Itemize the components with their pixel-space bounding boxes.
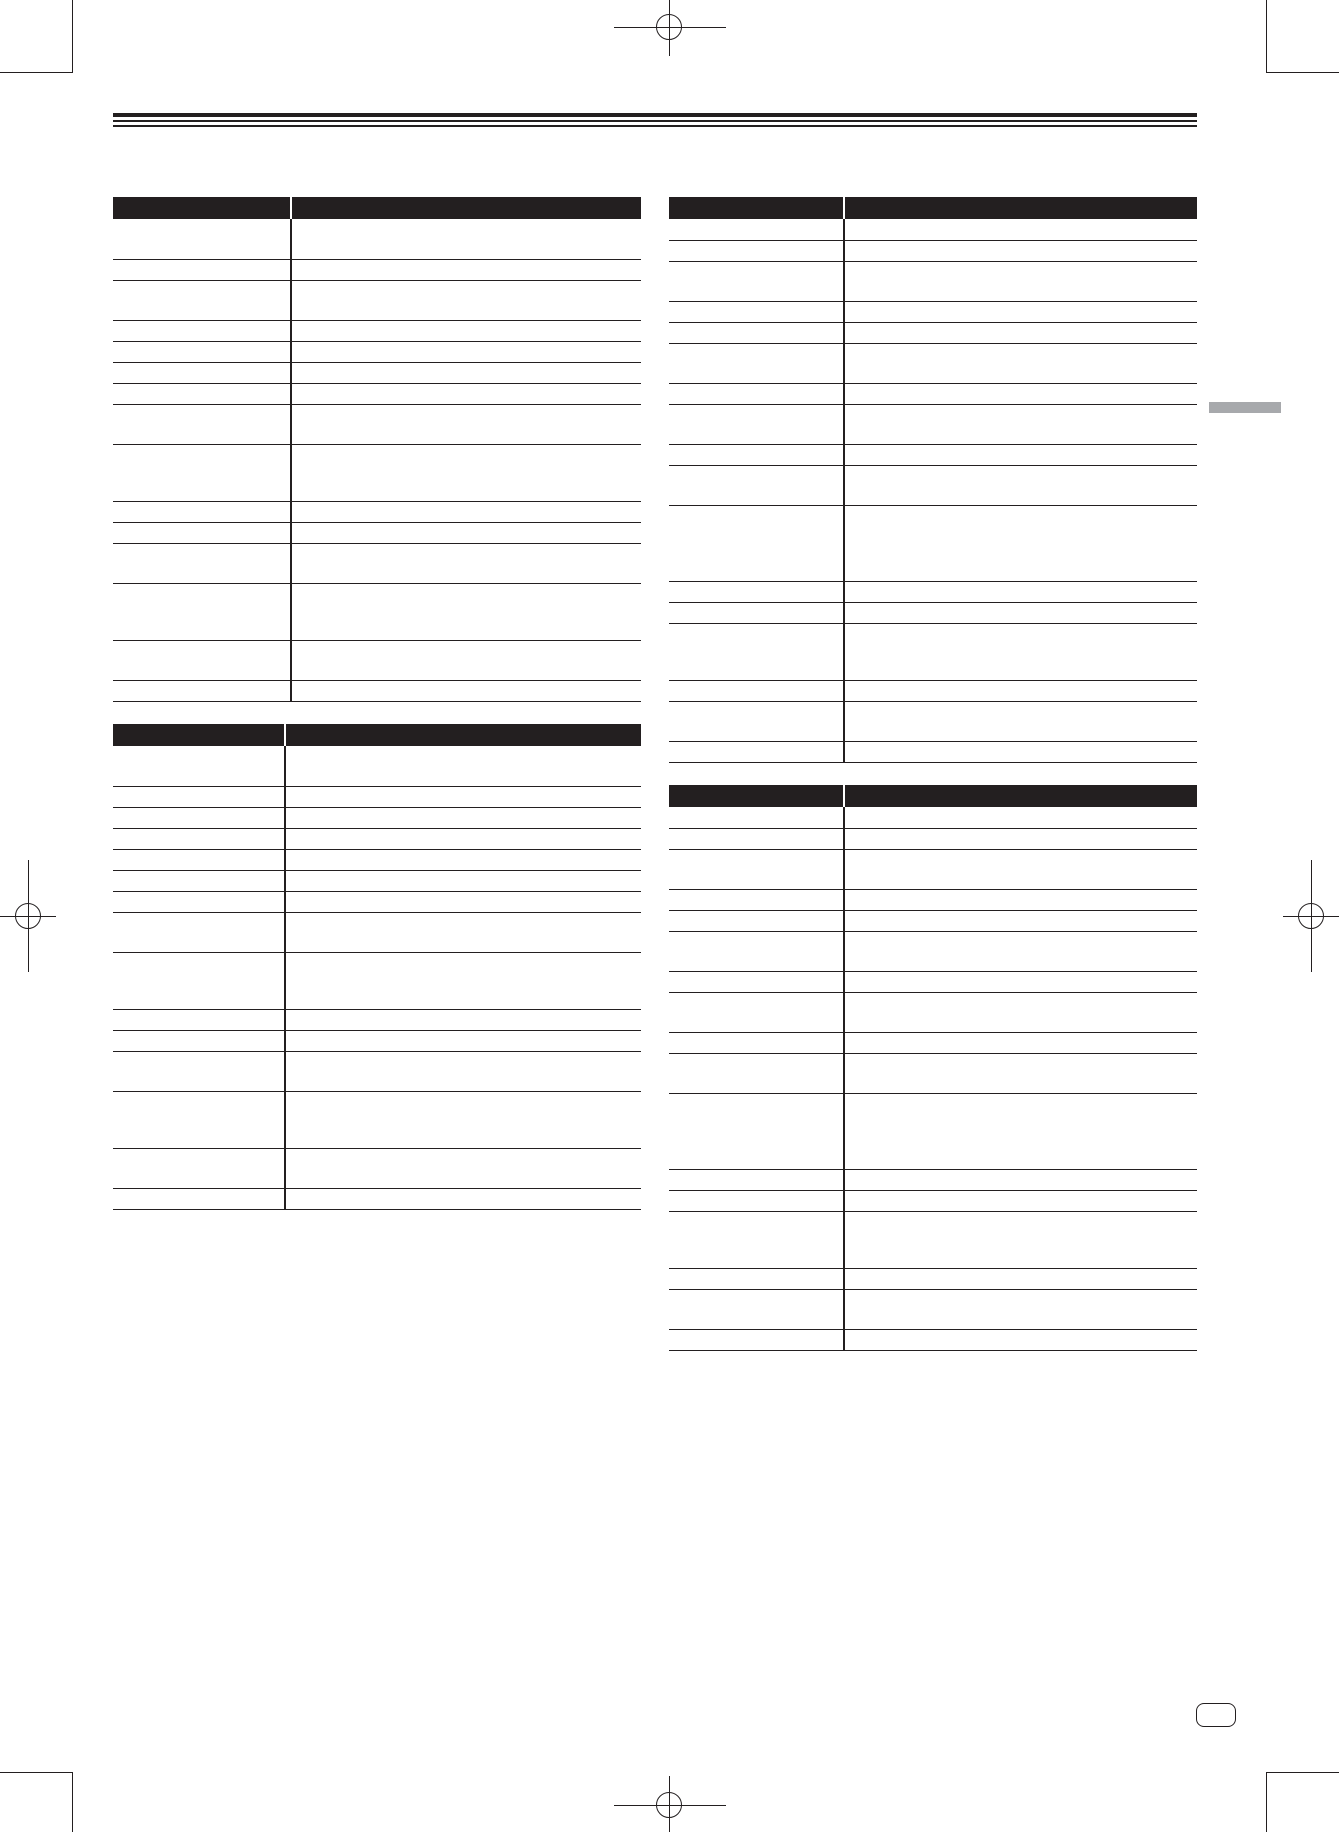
table-row bbox=[669, 623, 1197, 680]
table-cell-key bbox=[669, 931, 844, 971]
table-cell-key bbox=[669, 1329, 844, 1350]
table-row bbox=[669, 910, 1197, 931]
table-cell-value bbox=[844, 680, 1197, 701]
table-cell-value bbox=[844, 602, 1197, 623]
table-cell-key bbox=[669, 680, 844, 701]
table-cell-key bbox=[669, 1053, 844, 1093]
table-cell-value bbox=[844, 889, 1197, 910]
table-row bbox=[113, 320, 641, 341]
table-row bbox=[113, 912, 641, 952]
table-cell-value bbox=[291, 640, 641, 680]
table-cell-value bbox=[285, 1188, 641, 1209]
table-cell-value bbox=[291, 543, 641, 583]
table-cell-key bbox=[669, 910, 844, 931]
table-row bbox=[669, 465, 1197, 505]
table-cell-key bbox=[669, 741, 844, 762]
table-cell-value bbox=[844, 261, 1197, 301]
table-cell-key bbox=[113, 1009, 285, 1030]
table-cell-key bbox=[113, 280, 291, 320]
table-cell-value bbox=[844, 465, 1197, 505]
table-cell-value bbox=[844, 322, 1197, 343]
table-cell-value bbox=[291, 280, 641, 320]
table-cell-value bbox=[844, 301, 1197, 322]
table-cell-value bbox=[844, 1268, 1197, 1289]
table-row bbox=[669, 1211, 1197, 1268]
table-cell-key bbox=[669, 240, 844, 261]
table-cell-value bbox=[291, 320, 641, 341]
table-header-cell bbox=[844, 785, 1197, 807]
table-cell-key bbox=[113, 522, 291, 543]
spec-table-top-right bbox=[669, 197, 1197, 763]
table-row bbox=[113, 362, 641, 383]
table-row bbox=[669, 889, 1197, 910]
table-header-cell bbox=[291, 197, 641, 219]
table-row bbox=[113, 870, 641, 891]
table-row bbox=[113, 891, 641, 912]
table-cell-value bbox=[285, 746, 641, 786]
table-row bbox=[669, 992, 1197, 1032]
table-row bbox=[113, 746, 641, 786]
spec-table-bottom-right bbox=[669, 785, 1197, 1351]
table-row bbox=[113, 786, 641, 807]
table-row bbox=[113, 849, 641, 870]
table-cell-value bbox=[285, 912, 641, 952]
table-cell-value bbox=[844, 931, 1197, 971]
table-cell-key bbox=[113, 680, 291, 701]
table-row bbox=[669, 261, 1197, 301]
table-row bbox=[113, 1030, 641, 1051]
table-row bbox=[669, 971, 1197, 992]
table-cell-value bbox=[844, 971, 1197, 992]
table-cell-value bbox=[291, 362, 641, 383]
table-cell-key bbox=[113, 583, 291, 640]
table-cell-value bbox=[844, 240, 1197, 261]
spec-table-bottom-left bbox=[113, 724, 641, 1210]
table-cell-value bbox=[285, 828, 641, 849]
table-row bbox=[113, 1148, 641, 1188]
table-cell-key bbox=[669, 465, 844, 505]
table-cell-key bbox=[113, 362, 291, 383]
table-cell-key bbox=[113, 501, 291, 522]
table-cell-key bbox=[669, 1211, 844, 1268]
table-cell-key bbox=[669, 301, 844, 322]
table-row bbox=[113, 680, 641, 701]
table-cell-key bbox=[669, 1093, 844, 1169]
table-cell-key bbox=[113, 383, 291, 404]
table-cell-key bbox=[113, 1148, 285, 1188]
table-cell-value bbox=[285, 952, 641, 1009]
table-cell-key bbox=[669, 404, 844, 444]
table-row bbox=[113, 404, 641, 444]
table-row bbox=[113, 259, 641, 280]
table-cell-value bbox=[844, 505, 1197, 581]
table-row bbox=[669, 322, 1197, 343]
table-cell-key bbox=[669, 444, 844, 465]
table-row bbox=[669, 581, 1197, 602]
table-row bbox=[113, 444, 641, 501]
table-cell-value bbox=[844, 444, 1197, 465]
table-row bbox=[669, 1053, 1197, 1093]
table-cell-key bbox=[113, 1091, 285, 1148]
table-cell-key bbox=[113, 1051, 285, 1091]
table-cell-key bbox=[113, 891, 285, 912]
table-cell-key bbox=[669, 1032, 844, 1053]
table-cell-value bbox=[844, 741, 1197, 762]
table-row bbox=[669, 849, 1197, 889]
table-cell-key bbox=[113, 1188, 285, 1209]
table-cell-key bbox=[669, 623, 844, 680]
table-cell-value bbox=[844, 828, 1197, 849]
table-cell-value bbox=[844, 1190, 1197, 1211]
table-row bbox=[669, 444, 1197, 465]
table-row bbox=[669, 680, 1197, 701]
table-row bbox=[669, 240, 1197, 261]
table-row bbox=[113, 280, 641, 320]
table-row bbox=[669, 701, 1197, 741]
table-cell-value bbox=[844, 1289, 1197, 1329]
table-cell-key bbox=[113, 786, 285, 807]
table-header-cell bbox=[285, 724, 641, 746]
table-cell-value bbox=[285, 891, 641, 912]
table-cell-value bbox=[844, 581, 1197, 602]
table-cell-value bbox=[285, 807, 641, 828]
table-row bbox=[113, 952, 641, 1009]
table-cell-key bbox=[669, 807, 844, 828]
table-row bbox=[113, 543, 641, 583]
table-cell-value bbox=[285, 1030, 641, 1051]
table-cell-value bbox=[285, 786, 641, 807]
title-rules bbox=[113, 113, 1197, 127]
spec-table-top-left bbox=[113, 197, 641, 702]
table-cell-key bbox=[113, 444, 291, 501]
table-cell-key bbox=[669, 828, 844, 849]
table-row bbox=[669, 1289, 1197, 1329]
table-cell-key bbox=[669, 1169, 844, 1190]
table-row bbox=[669, 383, 1197, 404]
table-cell-value bbox=[285, 1009, 641, 1030]
table-row bbox=[669, 301, 1197, 322]
table-cell-key bbox=[669, 971, 844, 992]
table-cell-value bbox=[844, 849, 1197, 889]
table-cell-value bbox=[844, 1032, 1197, 1053]
table-cell-value bbox=[285, 849, 641, 870]
table-cell-value bbox=[844, 383, 1197, 404]
table-cell-key bbox=[113, 912, 285, 952]
table-cell-value bbox=[844, 1211, 1197, 1268]
table-row bbox=[113, 828, 641, 849]
table-row bbox=[113, 583, 641, 640]
table-cell-value bbox=[285, 1148, 641, 1188]
table-cell-key bbox=[113, 543, 291, 583]
table-cell-key bbox=[669, 581, 844, 602]
table-header-cell bbox=[113, 197, 291, 219]
table-cell-value bbox=[844, 992, 1197, 1032]
table-cell-key bbox=[669, 1190, 844, 1211]
table-cell-key bbox=[113, 746, 285, 786]
table-cell-key bbox=[669, 219, 844, 240]
table-cell-key bbox=[113, 849, 285, 870]
table-cell-value bbox=[844, 701, 1197, 741]
table-cell-value bbox=[285, 870, 641, 891]
table-cell-value bbox=[291, 383, 641, 404]
table-row bbox=[113, 219, 641, 259]
table-row bbox=[113, 1091, 641, 1148]
table-cell-key bbox=[113, 320, 291, 341]
table-header-cell bbox=[844, 197, 1197, 219]
table-row bbox=[113, 807, 641, 828]
table-row bbox=[669, 828, 1197, 849]
table-row bbox=[669, 1329, 1197, 1350]
table-row bbox=[669, 807, 1197, 828]
table-cell-value bbox=[291, 219, 641, 259]
page-number-badge bbox=[1196, 1703, 1236, 1727]
table-row bbox=[669, 741, 1197, 762]
table-cell-value bbox=[844, 1329, 1197, 1350]
table-row bbox=[669, 1169, 1197, 1190]
table-cell-key bbox=[113, 219, 291, 259]
table-cell-value bbox=[291, 444, 641, 501]
table-cell-value bbox=[844, 807, 1197, 828]
table-cell-value bbox=[291, 501, 641, 522]
table-cell-value bbox=[291, 404, 641, 444]
table-cell-key bbox=[113, 870, 285, 891]
table-cell-value bbox=[844, 623, 1197, 680]
table-cell-key bbox=[669, 343, 844, 383]
table-cell-key bbox=[113, 404, 291, 444]
table-row bbox=[113, 522, 641, 543]
table-row bbox=[113, 1051, 641, 1091]
table-cell-value bbox=[844, 219, 1197, 240]
table-row bbox=[113, 383, 641, 404]
table-cell-key bbox=[113, 341, 291, 362]
table-header-cell bbox=[113, 724, 285, 746]
table-row bbox=[669, 1268, 1197, 1289]
table-row bbox=[669, 1190, 1197, 1211]
table-row bbox=[669, 1032, 1197, 1053]
table-cell-value bbox=[291, 522, 641, 543]
table-header-cell bbox=[669, 785, 844, 807]
table-cell-key bbox=[669, 1268, 844, 1289]
table-cell-key bbox=[669, 505, 844, 581]
table-cell-key bbox=[113, 807, 285, 828]
table-cell-value bbox=[844, 1053, 1197, 1093]
table-cell-value bbox=[844, 404, 1197, 444]
table-cell-value bbox=[285, 1091, 641, 1148]
table-cell-value bbox=[844, 1169, 1197, 1190]
table-cell-key bbox=[669, 261, 844, 301]
table-cell-key bbox=[669, 602, 844, 623]
table-cell-key bbox=[669, 383, 844, 404]
table-cell-value bbox=[291, 259, 641, 280]
table-cell-value bbox=[844, 343, 1197, 383]
table-cell-key bbox=[113, 828, 285, 849]
table-cell-key bbox=[669, 849, 844, 889]
table-row bbox=[113, 1188, 641, 1209]
table-cell-value bbox=[844, 1093, 1197, 1169]
table-cell-value bbox=[291, 583, 641, 640]
table-row bbox=[669, 602, 1197, 623]
table-cell-key bbox=[669, 1289, 844, 1329]
table-cell-key bbox=[113, 640, 291, 680]
side-tab bbox=[1209, 402, 1281, 413]
table-cell-value bbox=[291, 341, 641, 362]
table-cell-value bbox=[285, 1051, 641, 1091]
table-cell-key bbox=[669, 889, 844, 910]
table-cell-key bbox=[669, 701, 844, 741]
table-row bbox=[669, 219, 1197, 240]
table-cell-key bbox=[113, 259, 291, 280]
table-cell-value bbox=[291, 680, 641, 701]
table-cell-key bbox=[669, 992, 844, 1032]
table-row bbox=[669, 931, 1197, 971]
table-row bbox=[669, 404, 1197, 444]
table-row bbox=[113, 640, 641, 680]
table-row bbox=[669, 343, 1197, 383]
table-cell-key bbox=[113, 1030, 285, 1051]
table-row bbox=[113, 341, 641, 362]
table-row bbox=[669, 505, 1197, 581]
table-row bbox=[669, 1093, 1197, 1169]
table-row bbox=[113, 1009, 641, 1030]
table-cell-value bbox=[844, 910, 1197, 931]
table-header-cell bbox=[669, 197, 844, 219]
table-cell-key bbox=[669, 322, 844, 343]
table-row bbox=[113, 501, 641, 522]
table-cell-key bbox=[113, 952, 285, 1009]
